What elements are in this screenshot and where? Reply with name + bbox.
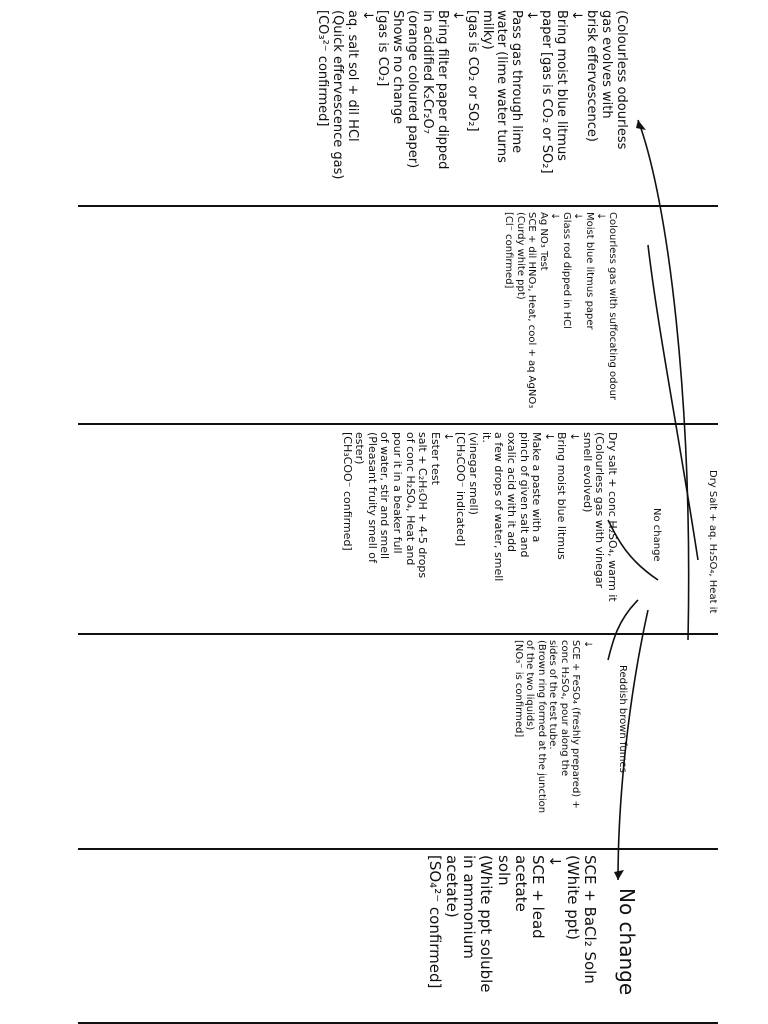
column-sulphate: SCE + BaCl₂ Soln (White ppt) ↓ SCE + lead acetate soln (White ppt soluble in ammonium acetate) [SO₄²⁻ confirmed] xyxy=(425,855,599,993)
root-no-change: No change xyxy=(651,508,662,562)
column-acetate: Dry salt + conc H₂SO₄, warm it (Colourless gas with vinegar smell evolved) ↓ Bring moist blue litmus ↓ Make a paste with a pinch of given salt and oxalic acid with it add a few drops of water, smell it. (vinegar smell) [CH₃COO⁻ indicated] ↓ Ester test salt + C₂H₅OH + 4-5 drops of conc H₂SO₄, Heat and pour it in a beaker full of water, stir and smell (Pleasant fruity smell of ester) [CH₃COO⁻ confirmed] xyxy=(340,432,619,602)
arrow-head-5 xyxy=(614,870,624,880)
column-carbonate: (Colourless odourless gas evolves with brisk effervescence) ↓ Bring moist blue litmus paper [gas is CO₂ or SO₂] ↓ Pass gas through lime water (lime water turns milky) [gas is CO₂ or SO₂] ↓ Bring filter paper dipped in acidified K₂Cr₂O₇ (orange coloured paper) Shows no change [gas is CO₂] ↓ aq. salt sol + dil HCl (Quick effervescence gas) [CO₃²⁻ confirmed] xyxy=(315,10,629,180)
arrow-to-sulphate xyxy=(618,610,648,880)
arrow-to-acetate xyxy=(608,520,658,580)
column-nitrate: ↓ SCE + FeSO₄ (freshly prepared) + conc H₂SO₄, pour along the sides of the test tube. (Brown ring formed at the junction of the two liquids) [NO₃⁻ is confirmed] xyxy=(513,640,593,814)
arrow-head-1 xyxy=(636,120,646,130)
arrow-to-carbonate xyxy=(638,120,689,640)
root-title: Dry Salt + aq. H₂SO₄, Heat it xyxy=(707,470,718,614)
arrow-to-nitrate xyxy=(608,600,638,660)
column-chloride: Colourless gas with suffocating odour ↓ Moist blue litmus paper ↓ Glass rod dipped in HCl ↓ Ag NO₃ Test SCE + dil HNO₃, Heat, cool + aq AgNO₃ (Curdy white ppt) [Cl⁻ confirmed] xyxy=(503,212,618,409)
right-no-change: No change xyxy=(615,888,639,996)
reddish-fumes: Reddish brown fumes xyxy=(617,665,628,773)
